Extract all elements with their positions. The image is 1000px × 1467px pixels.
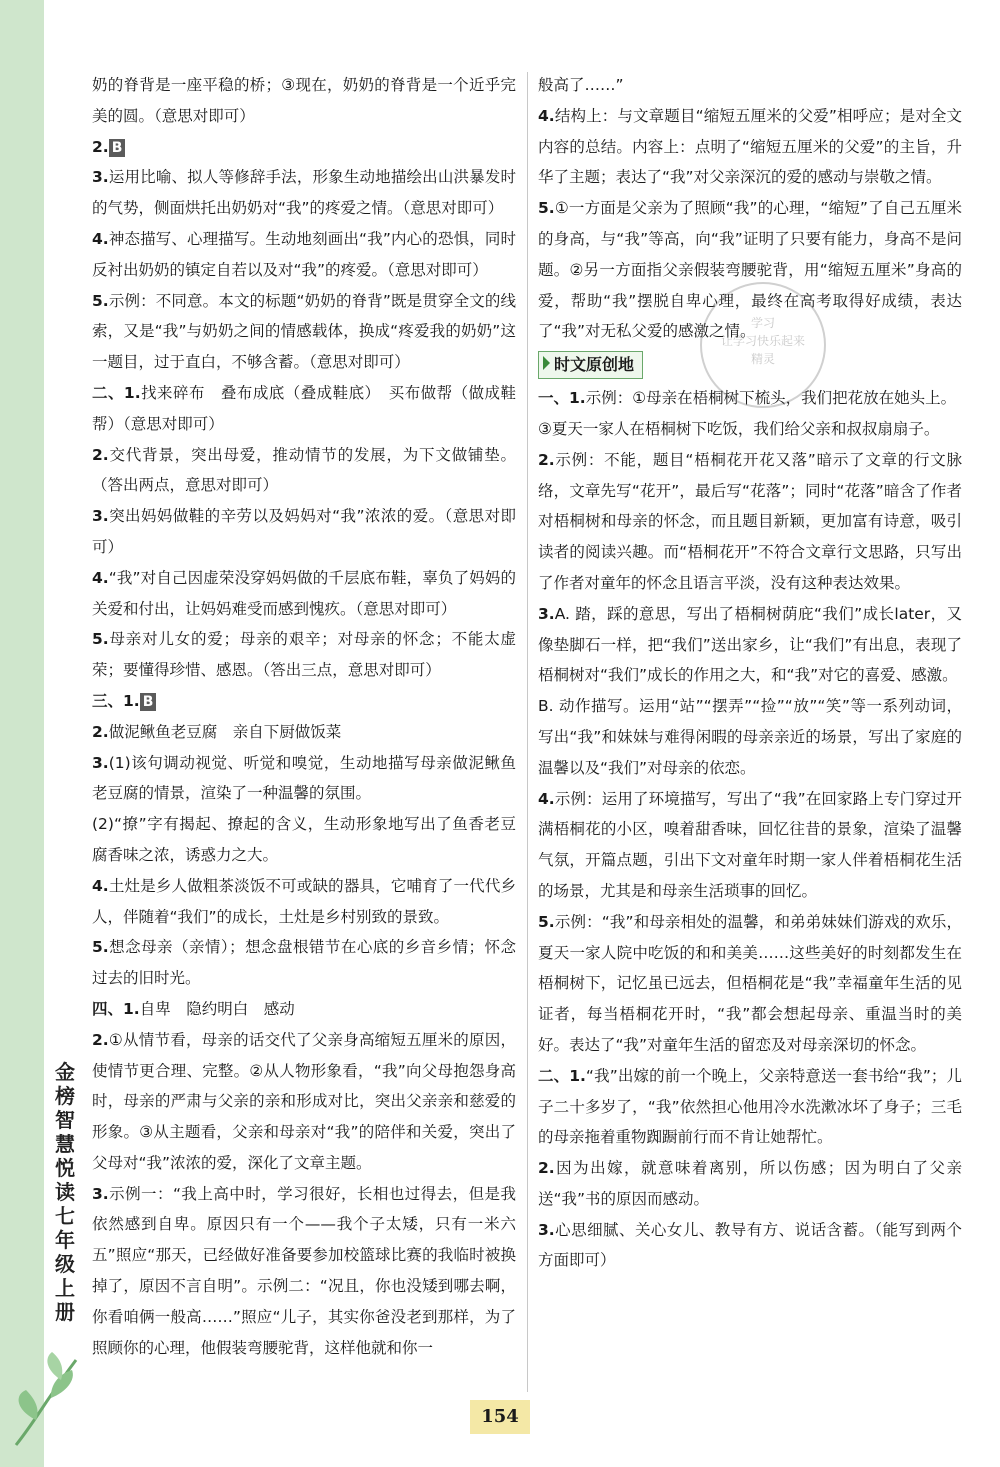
answer-text: 示例一：“我上高中时，学习很好，长相也过得去，但是我依然感到自卑。原因只有一个——我个子太矮，只有一米六五”照应“那天，已经做好准备要参加校篮球比赛的我临时被换掉了，原因不言自明”。示例二：“况且，你也没矮到哪去啊，你看咱俩一般高……”照应“儿子，其实你爸没老到那样，为了照顾你的心理，他假装弯腰驼背，这样他就和你一 (92, 1184, 516, 1357)
answer-text: 土灶是乡人做粗茶淡饭不可或缺的器具，它哺育了一代代乡人，伴随着“我们”的成长，土灶是乡村别致的景致。 (92, 876, 516, 926)
book-title-du: 读 (55, 1180, 75, 1204)
answer-item (92, 286, 516, 378)
answer-number: 2. (538, 450, 555, 469)
answer-number: 4. (92, 876, 109, 895)
section-heading (538, 351, 643, 379)
answer-number: 一、1. (538, 389, 586, 408)
answer-item (92, 378, 516, 440)
answer-item (92, 501, 516, 563)
answer-text: 交代背景，突出母爱，推动情节的发展，为下文做铺垫。（答出两点，意思对即可） (92, 445, 516, 495)
answer-item (538, 1215, 962, 1277)
answer-item (92, 1025, 516, 1179)
answer-number: 4. (538, 106, 555, 125)
answer-text: 神态描写、心理描写。生动地刻画出“我”内心的恐惧，同时反衬出奶奶的镇定自若以及对“我”的疼爱。（意思对即可） (92, 229, 516, 279)
seal-stamp: 学习 让学习快乐起来 精灵 (700, 282, 826, 408)
answer-text: 找来碎布 叠布成底（叠成鞋底） 买布做帮（做成鞋帮）（意思对即可） (92, 383, 516, 433)
book-grade: 七年级上册 (55, 1204, 75, 1324)
answer-item (538, 907, 962, 1061)
answer-text: 因为出嫁，就意味着离别，所以伤感；因为明白了父亲送“我”书的原因而感动。 (538, 1159, 962, 1208)
answer-item (538, 101, 962, 193)
answer-text: ③夏天一家人在梧桐树下吃饭，我们给父亲和叔叔扇扇子。 (538, 419, 940, 438)
section-heading-text: 时文原创地 (554, 355, 635, 375)
answer-item (92, 871, 516, 933)
answer-number: 二、1. (538, 1066, 586, 1085)
flag-icon (543, 356, 550, 370)
leaf-decoration-icon (6, 1340, 86, 1454)
answer-text: A. 踏，踩的意思，写出了梧桐树荫庇“我们”成长later，又像垫脚石一样，把“我们”送出家乡，让“我们”有出息，表现了梧桐树对“我们”成长的作用之大，和“我”对它的喜爱、感激。 (538, 604, 962, 685)
answer-number: 4. (538, 789, 555, 808)
answer-item (92, 994, 516, 1025)
answer-item (92, 1179, 516, 1364)
answer-number: 5. (538, 199, 555, 218)
book-title-yue: 悦 (55, 1156, 75, 1180)
answer-text: (2)“撩”字有揭起、撩起的含义，生动形象地写出了鱼香老豆腐香味之浓，诱惑力之大。 (92, 815, 516, 864)
answer-number: 2. (92, 1030, 109, 1049)
answer-item (538, 445, 962, 599)
decorative-sidebar (0, 0, 44, 1467)
answer-number: 5. (538, 912, 555, 931)
answer-item (92, 132, 516, 163)
answer-text: ①从情节看，母亲的话交代了父亲身高缩短五厘米的原因，使情节更合理、完整。②从人物形象看，“我”向父母抱怨身高时，母亲的严肃与父亲的亲和形成对比，突出父亲亲和慈爱的形象。③从主题看，父亲和母亲对“我”的陪伴和关爱，突出了父母对“我”浓浓的爱，深化了文章主题。 (92, 1030, 516, 1172)
answer-number: 3. (92, 168, 109, 187)
answer-item (92, 748, 516, 810)
answer-number: 3. (538, 1220, 555, 1239)
answer-number: 2. (538, 1159, 555, 1178)
answer-number: 4. (92, 229, 109, 248)
book-series-name: 金榜智慧 (55, 1060, 75, 1156)
answer-item (92, 224, 516, 286)
answer-number: 3. (92, 507, 109, 526)
answer-item (538, 599, 962, 691)
answer-number: 3. (92, 753, 109, 772)
answer-text: ①一方面是父亲为了照顾“我”的心理，“缩短”了自己五厘米的身高，与“我”等高，向“我”证明了只要有能力，身高不是问题。②另一方面指父亲假装弯腰驼背，用“缩短五厘米”身高的爱，帮助“我”摆脱自卑心理，最终在高考取得好成绩，表达了“我”对无私父爱的感激之情。 (538, 199, 962, 341)
answer-number: 5. (92, 938, 109, 957)
answer-item (538, 70, 962, 101)
answer-text: 示例：不能，题目“梧桐花开花又落”暗示了文章的行文脉络，文章先写“花开”，最后写“花落”；同时“花落”暗含了作者对梧桐树和母亲的怀念，而且题目新颖，更加富有诗意，吸引读者的阅读兴趣。而“梧桐花开”不符合文章行文思路，只写出了作者对童年的怀念且语言平淡，没有这种表达效果。 (538, 450, 962, 592)
answer-number: 4. (92, 568, 109, 587)
answer-item (538, 414, 962, 445)
answer-item (92, 440, 516, 502)
answer-text: (1)该句调动视觉、听觉和嗅觉，生动地描写母亲做泥鳅鱼老豆腐的情景，渲染了一种温馨的氛围。 (92, 753, 516, 803)
answer-text: 示例：运用了环境描写，写出了“我”在回家路上专门穿过开满梧桐花的小区，嗅着甜香味，回忆往昔的景象，渲染了温馨气氛，开篇点题，引出下文对童年时期一家人伴着梧桐花生活的场景，尤其是和母亲生活琐事的回忆。 (538, 789, 962, 900)
answer-number: 3. (538, 604, 555, 623)
answer-text: 做泥鳅鱼老豆腐 亲自下厨做饭菜 (108, 722, 342, 741)
answer-item (92, 932, 516, 994)
answer-text: “我”出嫁的前一个晚上，父亲特意送一套书给“我”；儿子二十多岁了，“我”依然担心他用冷水洗漱冰坏了身子；三毛的母亲拖着重物踟蹰前行而不肯让她帮忙。 (538, 1066, 962, 1147)
answer-text: 示例：“我”和母亲相处的温馨，和弟弟妹妹们游戏的欢乐，夏天一家人院中吃饭的和和美美……这些美好的时刻都发生在梧桐树下，记忆虽已远去，但梧桐花是“我”幸福童年生活的见证者，每当梧桐花开时，“我”都会想起母亲、重温当时的美好。表达了“我”对童年生活的留恋及对母亲深切的怀念。 (538, 912, 962, 1054)
answer-text: 心思细腻、关心女儿、教导有方、说话含蓄。（能写到两个方面即可） (538, 1220, 962, 1270)
left-answer-column (92, 70, 516, 1363)
answer-number: 四、1. (92, 999, 140, 1018)
answer-item (92, 70, 516, 132)
answer-item (92, 624, 516, 686)
answer-number: 3. (92, 1184, 109, 1203)
answer-option: B (109, 139, 126, 157)
right-answer-column (538, 70, 962, 1276)
answer-item (92, 717, 516, 748)
answer-text: 突出妈妈做鞋的辛劳以及妈妈对“我”浓浓的爱。（意思对即可） (92, 507, 516, 556)
answer-number: 2. (92, 722, 109, 741)
answer-item (538, 784, 962, 907)
answer-text: 奶的脊背是一座平稳的桥；③现在，奶奶的脊背是一个近乎完美的圆。（意思对即可） (92, 76, 516, 125)
answer-text: 般高了……” (538, 76, 624, 94)
answer-number: 三、1. (92, 691, 140, 710)
answer-text: 自卑 隐约明白 感动 (139, 999, 295, 1018)
answer-item (92, 686, 516, 717)
answer-text: B. 动作描写。运用“站”“摆弄”“捡”“放”“笑”等一系列动词，写出“我”和妹妹与难得闲暇的母亲亲近的场景，写出了家庭的温馨以及“我们”对母亲的依恋。 (538, 697, 962, 777)
column-divider (527, 72, 528, 1392)
answer-item (92, 809, 516, 871)
answer-number: 二、1. (92, 383, 141, 402)
answer-text: “我”对自己因虚荣没穿妈妈做的千层底布鞋，辜负了妈妈的关爱和付出，让妈妈难受而感到愧疚。（意思对即可） (92, 568, 516, 618)
answer-item (538, 1061, 962, 1153)
answer-text: 母亲对儿女的爱；母亲的艰辛；对母亲的怀念；不能太虚荣；要懂得珍惜、感恩。（答出三点，意思对即可） (92, 630, 516, 680)
answer-text: 结构上：与文章题目“缩短五厘米的父爱”相呼应；是对全文内容的总结。内容上：点明了“缩短五厘米的父爱”的主旨，升华了主题；表达了“我”对父亲深沉的爱的感动与崇敬之情。 (538, 106, 962, 187)
answer-item (538, 1153, 962, 1215)
page-number: 154 (470, 1400, 530, 1434)
answer-option: B (140, 693, 157, 711)
answer-number: 5. (92, 291, 109, 310)
answer-item (538, 691, 962, 783)
answer-text: 示例：不同意。本文的标题“奶奶的脊背”既是贯穿全文的线索，又是“我”与奶奶之间的情感载体，换成“疼爱我的奶奶”这一题目，过于直白，不够含蓄。（意思对即可） (92, 291, 516, 372)
answer-text: 示例：①母亲在梧桐树下梳头，我们把花放在她头上。 (585, 389, 957, 408)
answer-number: 5. (92, 630, 109, 649)
answer-number: 2. (92, 445, 109, 464)
book-title-vertical (52, 1060, 78, 1324)
answer-number: 2. (92, 137, 109, 156)
answer-text: 运用比喻、拟人等修辞手法，形象生动地描绘出山洪暴发时的气势，侧面烘托出奶奶对“我”的疼爱之情。（意思对即可） (92, 168, 516, 218)
answer-item (92, 563, 516, 625)
answer-text: 想念母亲（亲情）；想念盘根错节在心底的乡音乡情；怀念过去的旧时光。 (92, 938, 516, 988)
answer-item (92, 162, 516, 224)
